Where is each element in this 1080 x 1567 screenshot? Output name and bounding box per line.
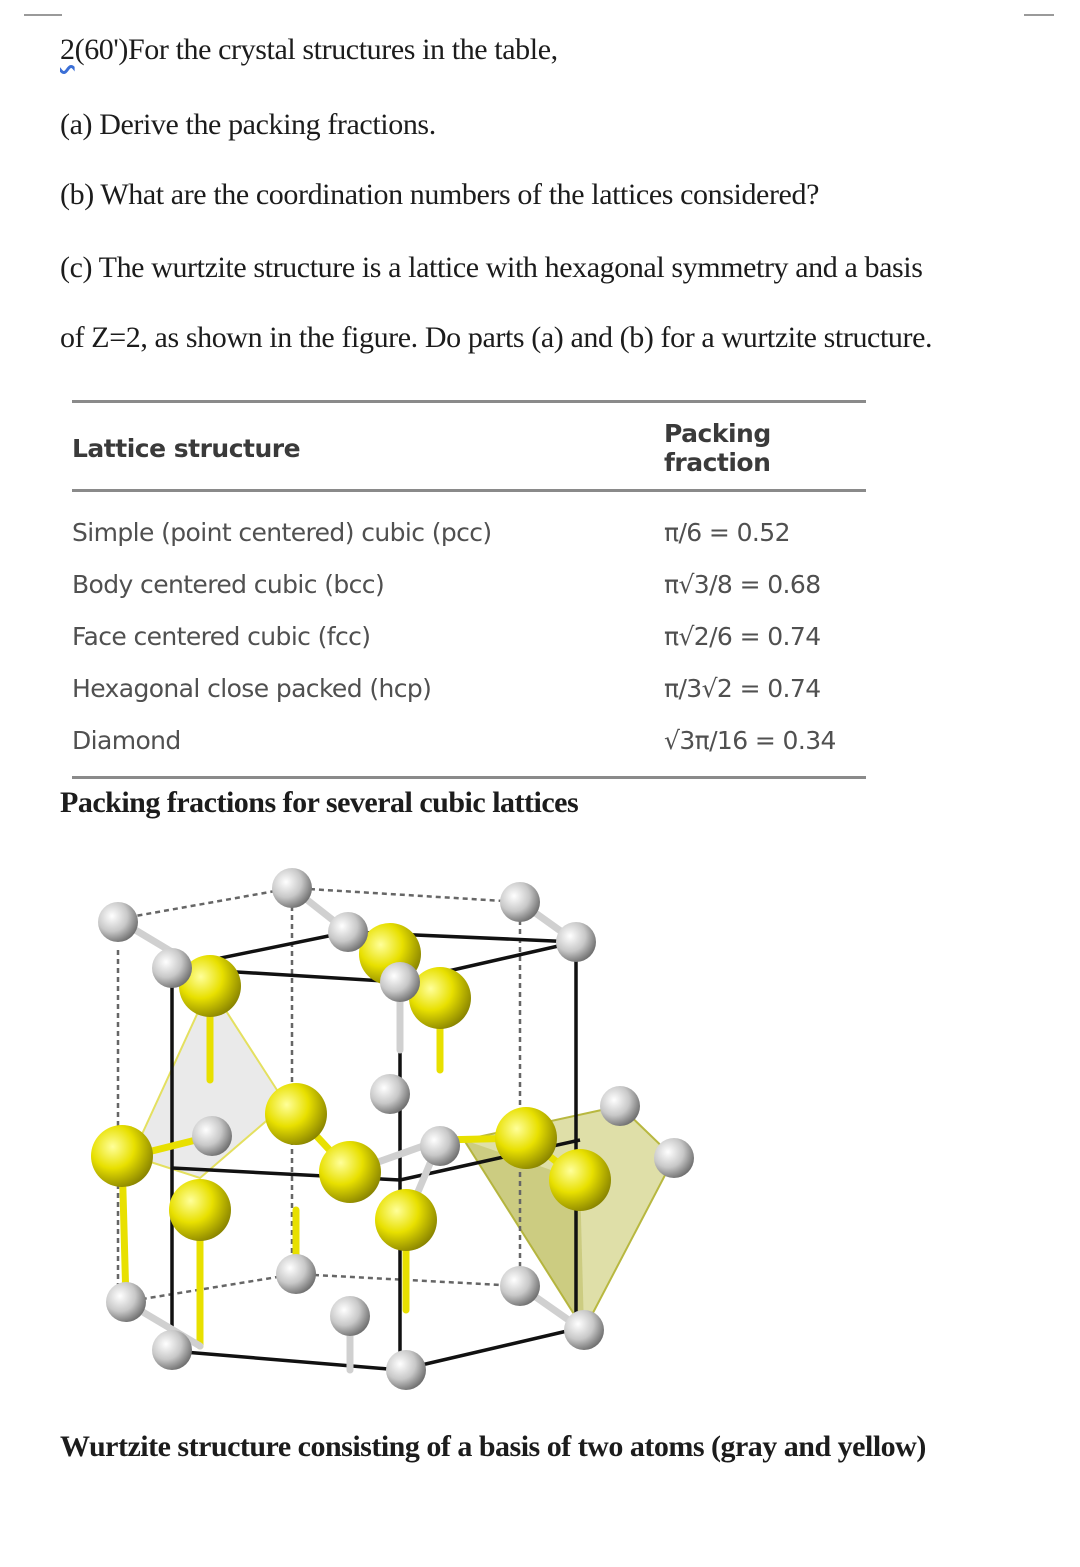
atom-gray (556, 922, 596, 962)
atom-gray (386, 1350, 426, 1390)
table-row (72, 558, 866, 610)
table-row (72, 610, 866, 662)
question-intro: For the crystal structures in the table, (128, 33, 558, 66)
atom-gray (152, 1330, 192, 1370)
atom-gray (272, 868, 312, 908)
atom-gray (328, 912, 368, 952)
part-c-text-line-2: of Z=2, as shown in the figure. Do parts (a) and (b) for a wurtzite structure. (60, 321, 933, 354)
question-header (60, 30, 558, 70)
page-edge-mark-left (24, 14, 62, 16)
part-a-text: (a) Derive the packing fractions. (60, 108, 436, 141)
atom-gray (192, 1116, 232, 1156)
atom-gray (420, 1126, 460, 1166)
row-fraction: π/3√2 = 0.74 (664, 673, 821, 703)
atom-yellow (495, 1107, 557, 1169)
atom-yellow (549, 1149, 611, 1211)
atom-gray (276, 1254, 316, 1294)
row-structure: Body centered cubic (bcc) (72, 569, 385, 599)
page-edge-mark-right (1024, 14, 1054, 16)
header-lattice-structure: Lattice structure (72, 402, 664, 491)
atom-gray (98, 902, 138, 942)
part-c-text-line-1: (c) The wurtzite structure is a lattice with hexagonal symmetry and a basis (60, 251, 923, 284)
figure-caption: Wurtzite structure consisting of a basis of two atoms (gray and yellow) (60, 1430, 926, 1463)
row-structure: Simple (point centered) cubic (pcc) (72, 517, 492, 547)
question-points: (60') (74, 33, 128, 66)
table-row (72, 662, 866, 714)
atom-yellow (265, 1083, 327, 1145)
atom-gray (600, 1086, 640, 1126)
wurtzite-diagram (60, 850, 720, 1410)
row-fraction: π√3/8 = 0.68 (664, 569, 821, 599)
wurtzite-structure-figure (60, 850, 720, 1410)
row-structure: Hexagonal close packed (hcp) (72, 673, 432, 703)
atom-gray (564, 1310, 604, 1350)
atom-yellow (319, 1141, 381, 1203)
question-number: 2 (60, 33, 75, 66)
row-fraction: π/6 = 0.52 (664, 517, 790, 547)
table-caption: Packing fractions for several cubic lattices (60, 786, 579, 819)
atom-yellow (91, 1125, 153, 1187)
atom-gray (152, 948, 192, 988)
atom-yellow (375, 1189, 437, 1251)
table-row (72, 714, 866, 778)
header-packing-fraction: Packing fraction (664, 402, 866, 491)
atom-gray (330, 1296, 370, 1336)
atom-gray (500, 1266, 540, 1306)
atom-gray (654, 1138, 694, 1178)
atom-gray (370, 1074, 410, 1114)
atom-yellow (169, 1179, 231, 1241)
atom-gray (106, 1282, 146, 1322)
row-fraction: √3π/16 = 0.34 (664, 714, 866, 778)
part-b-text: (b) What are the coordination numbers of the lattices considered? (60, 178, 819, 211)
atom-gray (500, 882, 540, 922)
row-structure: Face centered cubic (fcc) (72, 621, 371, 651)
row-structure: Diamond (72, 714, 664, 778)
table-row (72, 491, 866, 559)
packing-fraction-table (72, 400, 866, 779)
row-fraction: π√2/6 = 0.74 (664, 621, 821, 651)
atom-gray (380, 962, 420, 1002)
